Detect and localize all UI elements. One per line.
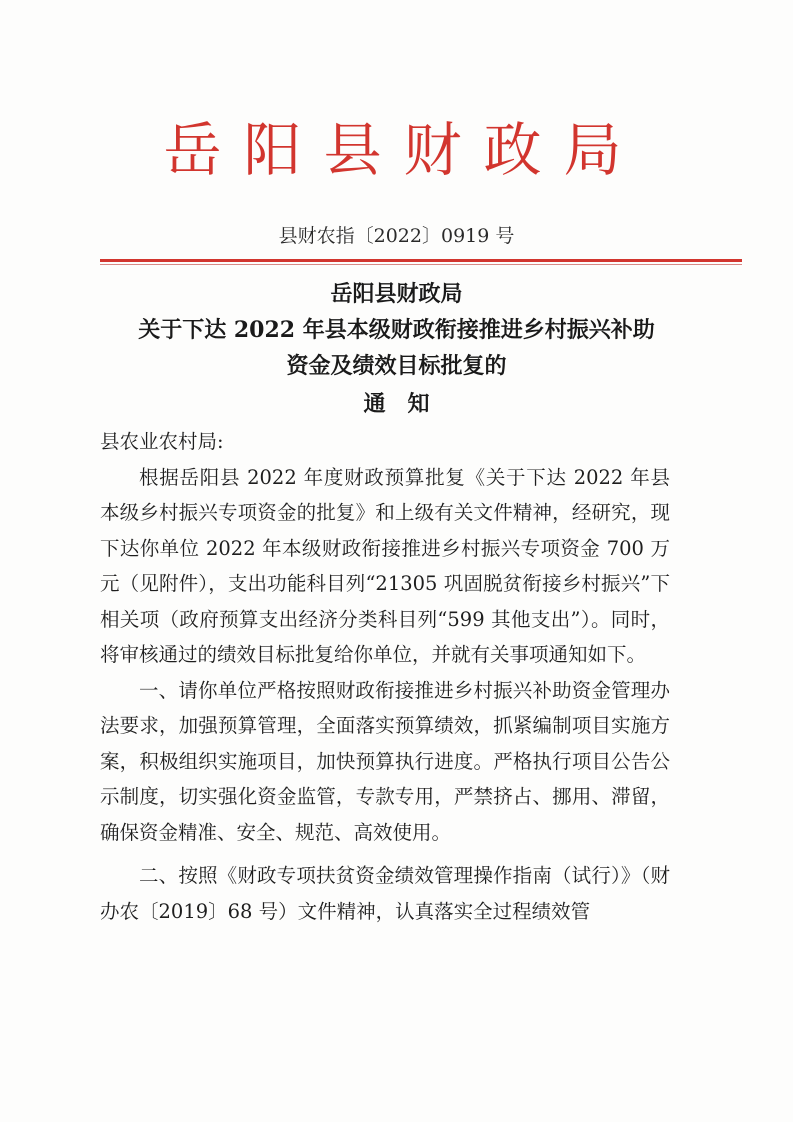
- paragraph-item-2: 二、按照《财政专项扶贫资金绩效管理操作指南（试行）》（财办农〔2019〕68 号）文件精神，认真落实全过程绩效管: [100, 864, 670, 923]
- red-divider-line-thin: [100, 264, 742, 265]
- title-subject-line-1: 关于下达 2022 年县本级财政衔接推进乡村振兴补助: [138, 317, 655, 343]
- document-title: [80, 278, 713, 420]
- document-body: [100, 424, 670, 929]
- document-number: 县财农指〔2022〕0919 号: [278, 225, 515, 247]
- issuer-header: 岳阳县财政局: [163, 116, 644, 184]
- title-notice: 通知: [363, 391, 452, 417]
- title-subject-line-2: 资金及绩效目标批复的: [286, 353, 507, 379]
- title-issuer: 岳阳县财政局: [330, 281, 463, 307]
- salutation: 县农业农村局:: [100, 430, 224, 453]
- paragraph-intro: 根据岳阳县 2022 年度财政预算批复《关于下达 2022 年县本级乡村振兴专项资金的批复》和上级有关文件精神，经研究，现下达你单位 2022 年本级财政衔接推进乡村振兴专项资金 700 万元（见附件），支出功能科目列“21305 巩固脱贫衔接乡村振兴”下相关项（政府预算支出经济分类科目列“599 其他支出”）。同时，将审核通过的绩效目标批复给你单位，并就有关事项通知如下。: [100, 465, 670, 666]
- paragraph-item-1: 一、请你单位严格按照财政衔接推进乡村振兴补助资金管理办法要求，加强预算管理，全面落实预算绩效，抓紧编制项目实施方案，积极组织实施项目，加快预算执行进度。严格执行项目公告公示制度，切实强化资金监管，专款专用，严禁挤占、挪用、滞留，确保资金精准、安全、规范、高效使用。: [100, 678, 670, 844]
- red-divider-line: [100, 259, 742, 262]
